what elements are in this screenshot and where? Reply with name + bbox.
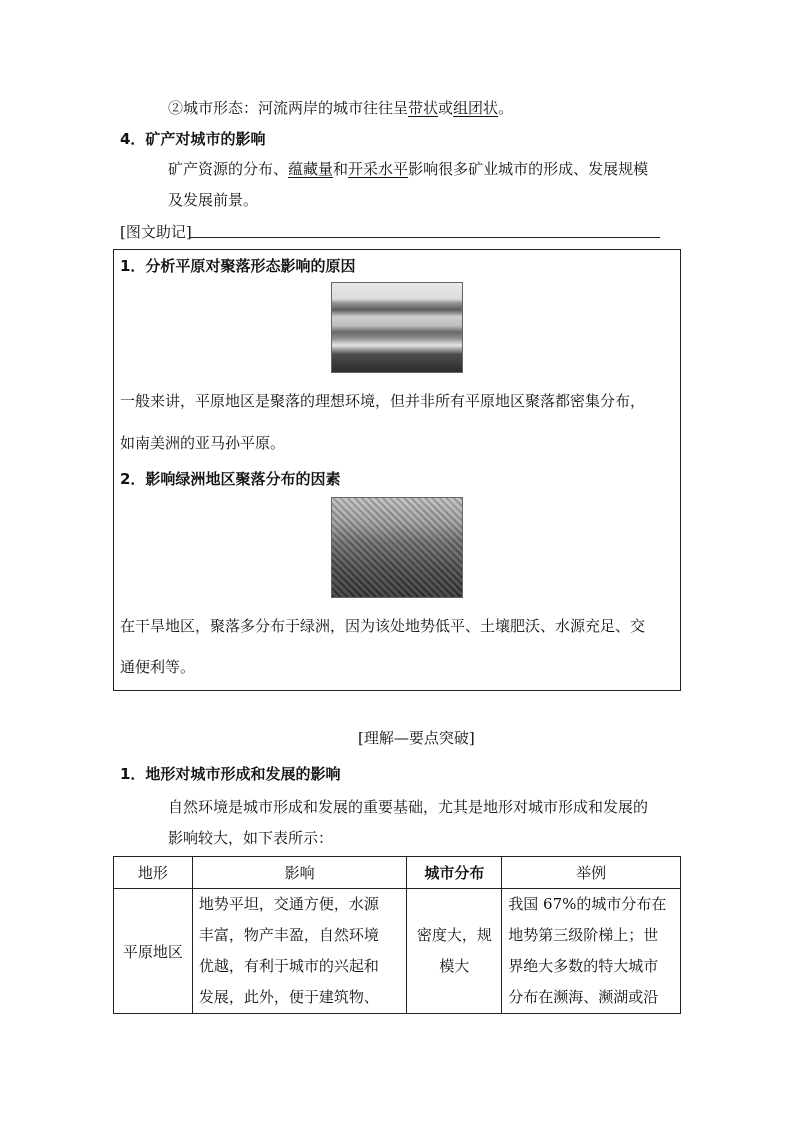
section-paragraph: 自然环境是城市形成和发展的重要基础，尤其是地形对城市形成和发展的 [168, 798, 649, 816]
cell-line: 地势平坦，交通方便，水源 [198, 895, 379, 913]
figure-item-text: 如南美洲的亚马孙平原。 [120, 434, 286, 452]
table-header-row [114, 857, 681, 889]
table-header: 地形 [114, 857, 193, 889]
table-cell-terrain: 平原地区 [114, 889, 193, 1014]
cell-line: 地势第三级阶梯上；世 [508, 926, 659, 944]
blank-answer: 蕴藏量 [288, 160, 334, 178]
oasis-settlement-photo [331, 497, 463, 598]
section-heading: 4．矿产对城市的影响 [120, 130, 266, 148]
section-paragraph-line2: 及发展前景。 [168, 191, 259, 209]
section-paragraph-line2: 影响较大，如下表所示： [168, 829, 334, 847]
figure-item-text: 一般来讲，平原地区是聚落的理想环境，但并非所有平原地区聚落都密集分布， [120, 392, 646, 410]
cell-line: 界绝大多数的特大城市 [508, 957, 659, 975]
section-paragraph [168, 158, 648, 179]
blank-answer: 组团状 [453, 99, 499, 117]
cell-line: 分布在濒海、濒湖或沿 [508, 988, 659, 1006]
table-header: 城市分布 [407, 857, 502, 889]
cell-line: 我国 67%的城市分布在 [508, 895, 667, 913]
table-header: 举例 [502, 857, 681, 889]
table-cell-example [502, 889, 681, 1014]
divider [190, 237, 660, 238]
paragraph-text: 影响很多矿业城市的形成、发展规模 [408, 160, 649, 178]
understanding-label: [理解—要点突破] [358, 729, 475, 747]
paragraph-text: 矿产资源的分布、 [168, 160, 289, 178]
table-header: 影响 [192, 857, 407, 889]
city-form-text: ②城市形态：河流两岸的城市往往呈 [168, 99, 409, 117]
figure-item-title: 1．分析平原对聚落形态影响的原因 [120, 257, 356, 275]
blank-answer: 开采水平 [348, 160, 409, 178]
plain-settlement-photo [331, 282, 463, 373]
figure-box-label: [图文助记] [120, 223, 192, 241]
cell-line: 密度大，规 [416, 926, 492, 944]
city-form-text: 。 [498, 99, 514, 117]
table-cell-influence [192, 889, 407, 1014]
table-row [114, 889, 681, 1014]
city-form-text: 或 [438, 99, 454, 117]
cell-line: 丰富，物产丰盈，自然环境 [198, 926, 379, 944]
table-cell-distribution [407, 889, 502, 1014]
figure-item-title: 2．影响绿洲地区聚落分布的因素 [120, 470, 341, 488]
terrain-table [113, 856, 681, 1014]
city-form-line [168, 97, 513, 118]
cell-line: 优越，有利于城市的兴起和 [198, 957, 379, 975]
paragraph-text: 和 [333, 160, 349, 178]
cell-line: 模大 [439, 957, 470, 975]
figure-item-text: 在干旱地区，聚落多分布于绿洲，因为该处地势低平、土壤肥沃、水源充足、交 [120, 617, 646, 635]
section-heading: 1．地形对城市形成和发展的影响 [120, 765, 341, 783]
blank-answer: 带状 [408, 99, 439, 117]
cell-line: 发展，此外，便于建筑物、 [198, 988, 379, 1006]
figure-item-text: 通便利等。 [120, 658, 196, 676]
